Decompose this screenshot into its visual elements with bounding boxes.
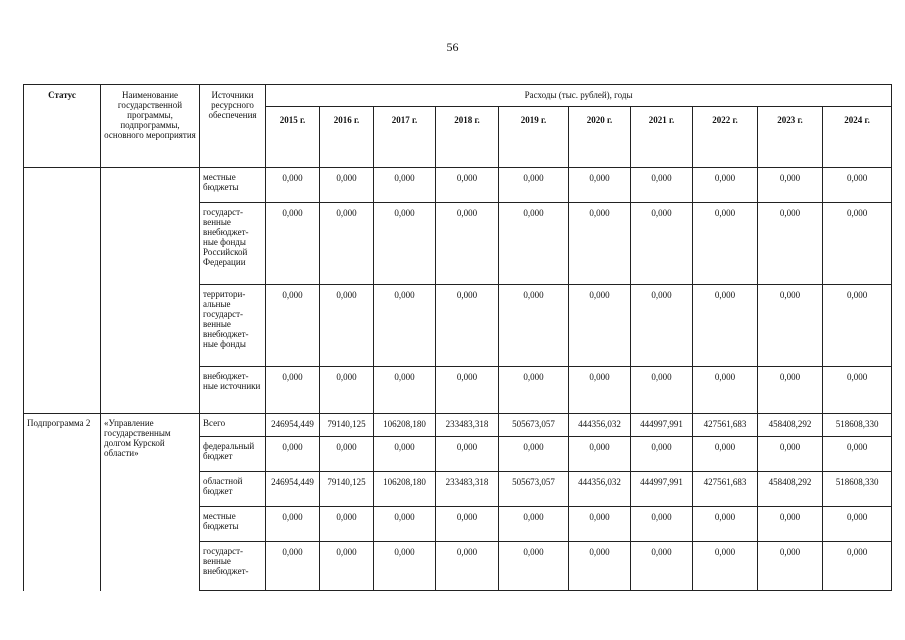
value-cell: 79140,125 xyxy=(320,472,374,507)
value-cell: 0,000 xyxy=(823,168,892,203)
value-cell: 444356,032 xyxy=(569,472,631,507)
value-cell: 0,000 xyxy=(320,437,374,472)
source-cell: внебюджет-ные источники xyxy=(200,367,266,414)
value-cell: 0,000 xyxy=(436,507,499,542)
value-cell: 79140,125 xyxy=(320,414,374,437)
value-cell: 0,000 xyxy=(266,203,320,285)
value-cell: 0,000 xyxy=(499,437,569,472)
value-cell: 0,000 xyxy=(320,367,374,414)
value-cell: 0,000 xyxy=(320,542,374,591)
value-cell: 246954,449 xyxy=(266,472,320,507)
value-cell: 0,000 xyxy=(631,168,693,203)
value-cell: 0,000 xyxy=(569,203,631,285)
value-cell: 0,000 xyxy=(693,168,758,203)
value-cell: 0,000 xyxy=(693,285,758,367)
page-number: 56 xyxy=(446,40,459,54)
value-cell: 0,000 xyxy=(266,437,320,472)
value-cell: 0,000 xyxy=(758,542,823,591)
header-year: 2022 г. xyxy=(693,107,758,168)
value-cell: 505673,057 xyxy=(499,472,569,507)
value-cell: 0,000 xyxy=(631,285,693,367)
value-cell: 0,000 xyxy=(823,437,892,472)
value-cell: 0,000 xyxy=(374,542,436,591)
value-cell: 0,000 xyxy=(499,203,569,285)
value-cell: 0,000 xyxy=(569,542,631,591)
value-cell: 0,000 xyxy=(569,367,631,414)
header-year: 2023 г. xyxy=(758,107,823,168)
value-cell: 0,000 xyxy=(631,367,693,414)
header-sources: Источники ресурсного обеспечения xyxy=(200,85,266,168)
source-cell: государст-венные внебюджет-ные фонды Российской Федерации xyxy=(200,203,266,285)
value-cell: 0,000 xyxy=(374,285,436,367)
value-cell: 0,000 xyxy=(569,168,631,203)
value-cell: 0,000 xyxy=(569,507,631,542)
value-cell: 0,000 xyxy=(631,437,693,472)
program-name-cell xyxy=(101,168,200,414)
value-cell: 0,000 xyxy=(320,507,374,542)
value-cell: 0,000 xyxy=(758,203,823,285)
value-cell: 0,000 xyxy=(266,168,320,203)
program-name-cell: «Управление государственным долгом Курской области» xyxy=(101,414,200,591)
value-cell: 106208,180 xyxy=(374,414,436,437)
value-cell: 0,000 xyxy=(499,168,569,203)
value-cell: 0,000 xyxy=(499,285,569,367)
value-cell: 0,000 xyxy=(631,507,693,542)
value-cell: 0,000 xyxy=(823,367,892,414)
table-row xyxy=(24,414,892,437)
value-cell: 0,000 xyxy=(693,203,758,285)
header-name: Наименование государственной программы, подпрограммы, основного мероприятия xyxy=(101,85,200,168)
value-cell: 518608,330 xyxy=(823,414,892,437)
value-cell: 444997,991 xyxy=(631,414,693,437)
value-cell: 0,000 xyxy=(266,285,320,367)
value-cell: 0,000 xyxy=(499,507,569,542)
budget-expenses-table xyxy=(23,84,892,591)
header-year: 2019 г. xyxy=(499,107,569,168)
value-cell: 0,000 xyxy=(320,285,374,367)
value-cell: 0,000 xyxy=(693,367,758,414)
value-cell: 0,000 xyxy=(436,285,499,367)
source-cell: местные бюджеты xyxy=(200,507,266,542)
value-cell: 0,000 xyxy=(436,203,499,285)
value-cell: 233483,318 xyxy=(436,472,499,507)
header-year: 2015 г. xyxy=(266,107,320,168)
value-cell: 0,000 xyxy=(758,285,823,367)
value-cell: 0,000 xyxy=(823,542,892,591)
value-cell: 0,000 xyxy=(374,437,436,472)
header-year: 2024 г. xyxy=(823,107,892,168)
header-year: 2018 г. xyxy=(436,107,499,168)
value-cell: 0,000 xyxy=(823,203,892,285)
value-cell: 0,000 xyxy=(758,437,823,472)
value-cell: 518608,330 xyxy=(823,472,892,507)
value-cell: 0,000 xyxy=(436,542,499,591)
value-cell: 427561,683 xyxy=(693,472,758,507)
value-cell: 0,000 xyxy=(758,367,823,414)
value-cell: 458408,292 xyxy=(758,414,823,437)
value-cell: 0,000 xyxy=(266,507,320,542)
value-cell: 0,000 xyxy=(499,367,569,414)
header-year: 2020 г. xyxy=(569,107,631,168)
value-cell: 0,000 xyxy=(266,367,320,414)
value-cell: 444997,991 xyxy=(631,472,693,507)
value-cell: 0,000 xyxy=(266,542,320,591)
value-cell: 0,000 xyxy=(693,437,758,472)
value-cell: 0,000 xyxy=(693,542,758,591)
value-cell: 0,000 xyxy=(320,168,374,203)
value-cell: 0,000 xyxy=(758,507,823,542)
value-cell: 505673,057 xyxy=(499,414,569,437)
value-cell: 0,000 xyxy=(758,168,823,203)
value-cell: 0,000 xyxy=(374,168,436,203)
value-cell: 0,000 xyxy=(569,285,631,367)
value-cell: 0,000 xyxy=(631,542,693,591)
value-cell: 0,000 xyxy=(499,542,569,591)
value-cell: 246954,449 xyxy=(266,414,320,437)
source-cell: областной бюджет xyxy=(200,472,266,507)
source-cell: территори-альные государст-венные внебюджет-ные фонды xyxy=(200,285,266,367)
header-expenses: Расходы (тыс. рублей), годы xyxy=(266,85,892,107)
source-cell: Всего xyxy=(200,414,266,437)
value-cell: 0,000 xyxy=(569,437,631,472)
header-year: 2016 г. xyxy=(320,107,374,168)
value-cell: 427561,683 xyxy=(693,414,758,437)
value-cell: 0,000 xyxy=(436,367,499,414)
value-cell: 0,000 xyxy=(823,285,892,367)
source-cell: государст-венные внебюджет- xyxy=(200,542,266,591)
value-cell: 0,000 xyxy=(436,437,499,472)
value-cell: 0,000 xyxy=(374,507,436,542)
source-cell: местные бюджеты xyxy=(200,168,266,203)
table-row xyxy=(24,168,892,203)
value-cell: 0,000 xyxy=(374,203,436,285)
status-cell xyxy=(24,168,101,414)
value-cell: 106208,180 xyxy=(374,472,436,507)
status-cell: Подпрограмма 2 xyxy=(24,414,101,591)
value-cell: 0,000 xyxy=(374,367,436,414)
header-year: 2017 г. xyxy=(374,107,436,168)
value-cell: 233483,318 xyxy=(436,414,499,437)
value-cell: 444356,032 xyxy=(569,414,631,437)
header-year: 2021 г. xyxy=(631,107,693,168)
value-cell: 0,000 xyxy=(320,203,374,285)
value-cell: 0,000 xyxy=(436,168,499,203)
source-cell: федеральный бюджет xyxy=(200,437,266,472)
value-cell: 0,000 xyxy=(823,507,892,542)
value-cell: 0,000 xyxy=(693,507,758,542)
value-cell: 0,000 xyxy=(631,203,693,285)
header-status: Статус xyxy=(24,85,101,168)
value-cell: 458408,292 xyxy=(758,472,823,507)
